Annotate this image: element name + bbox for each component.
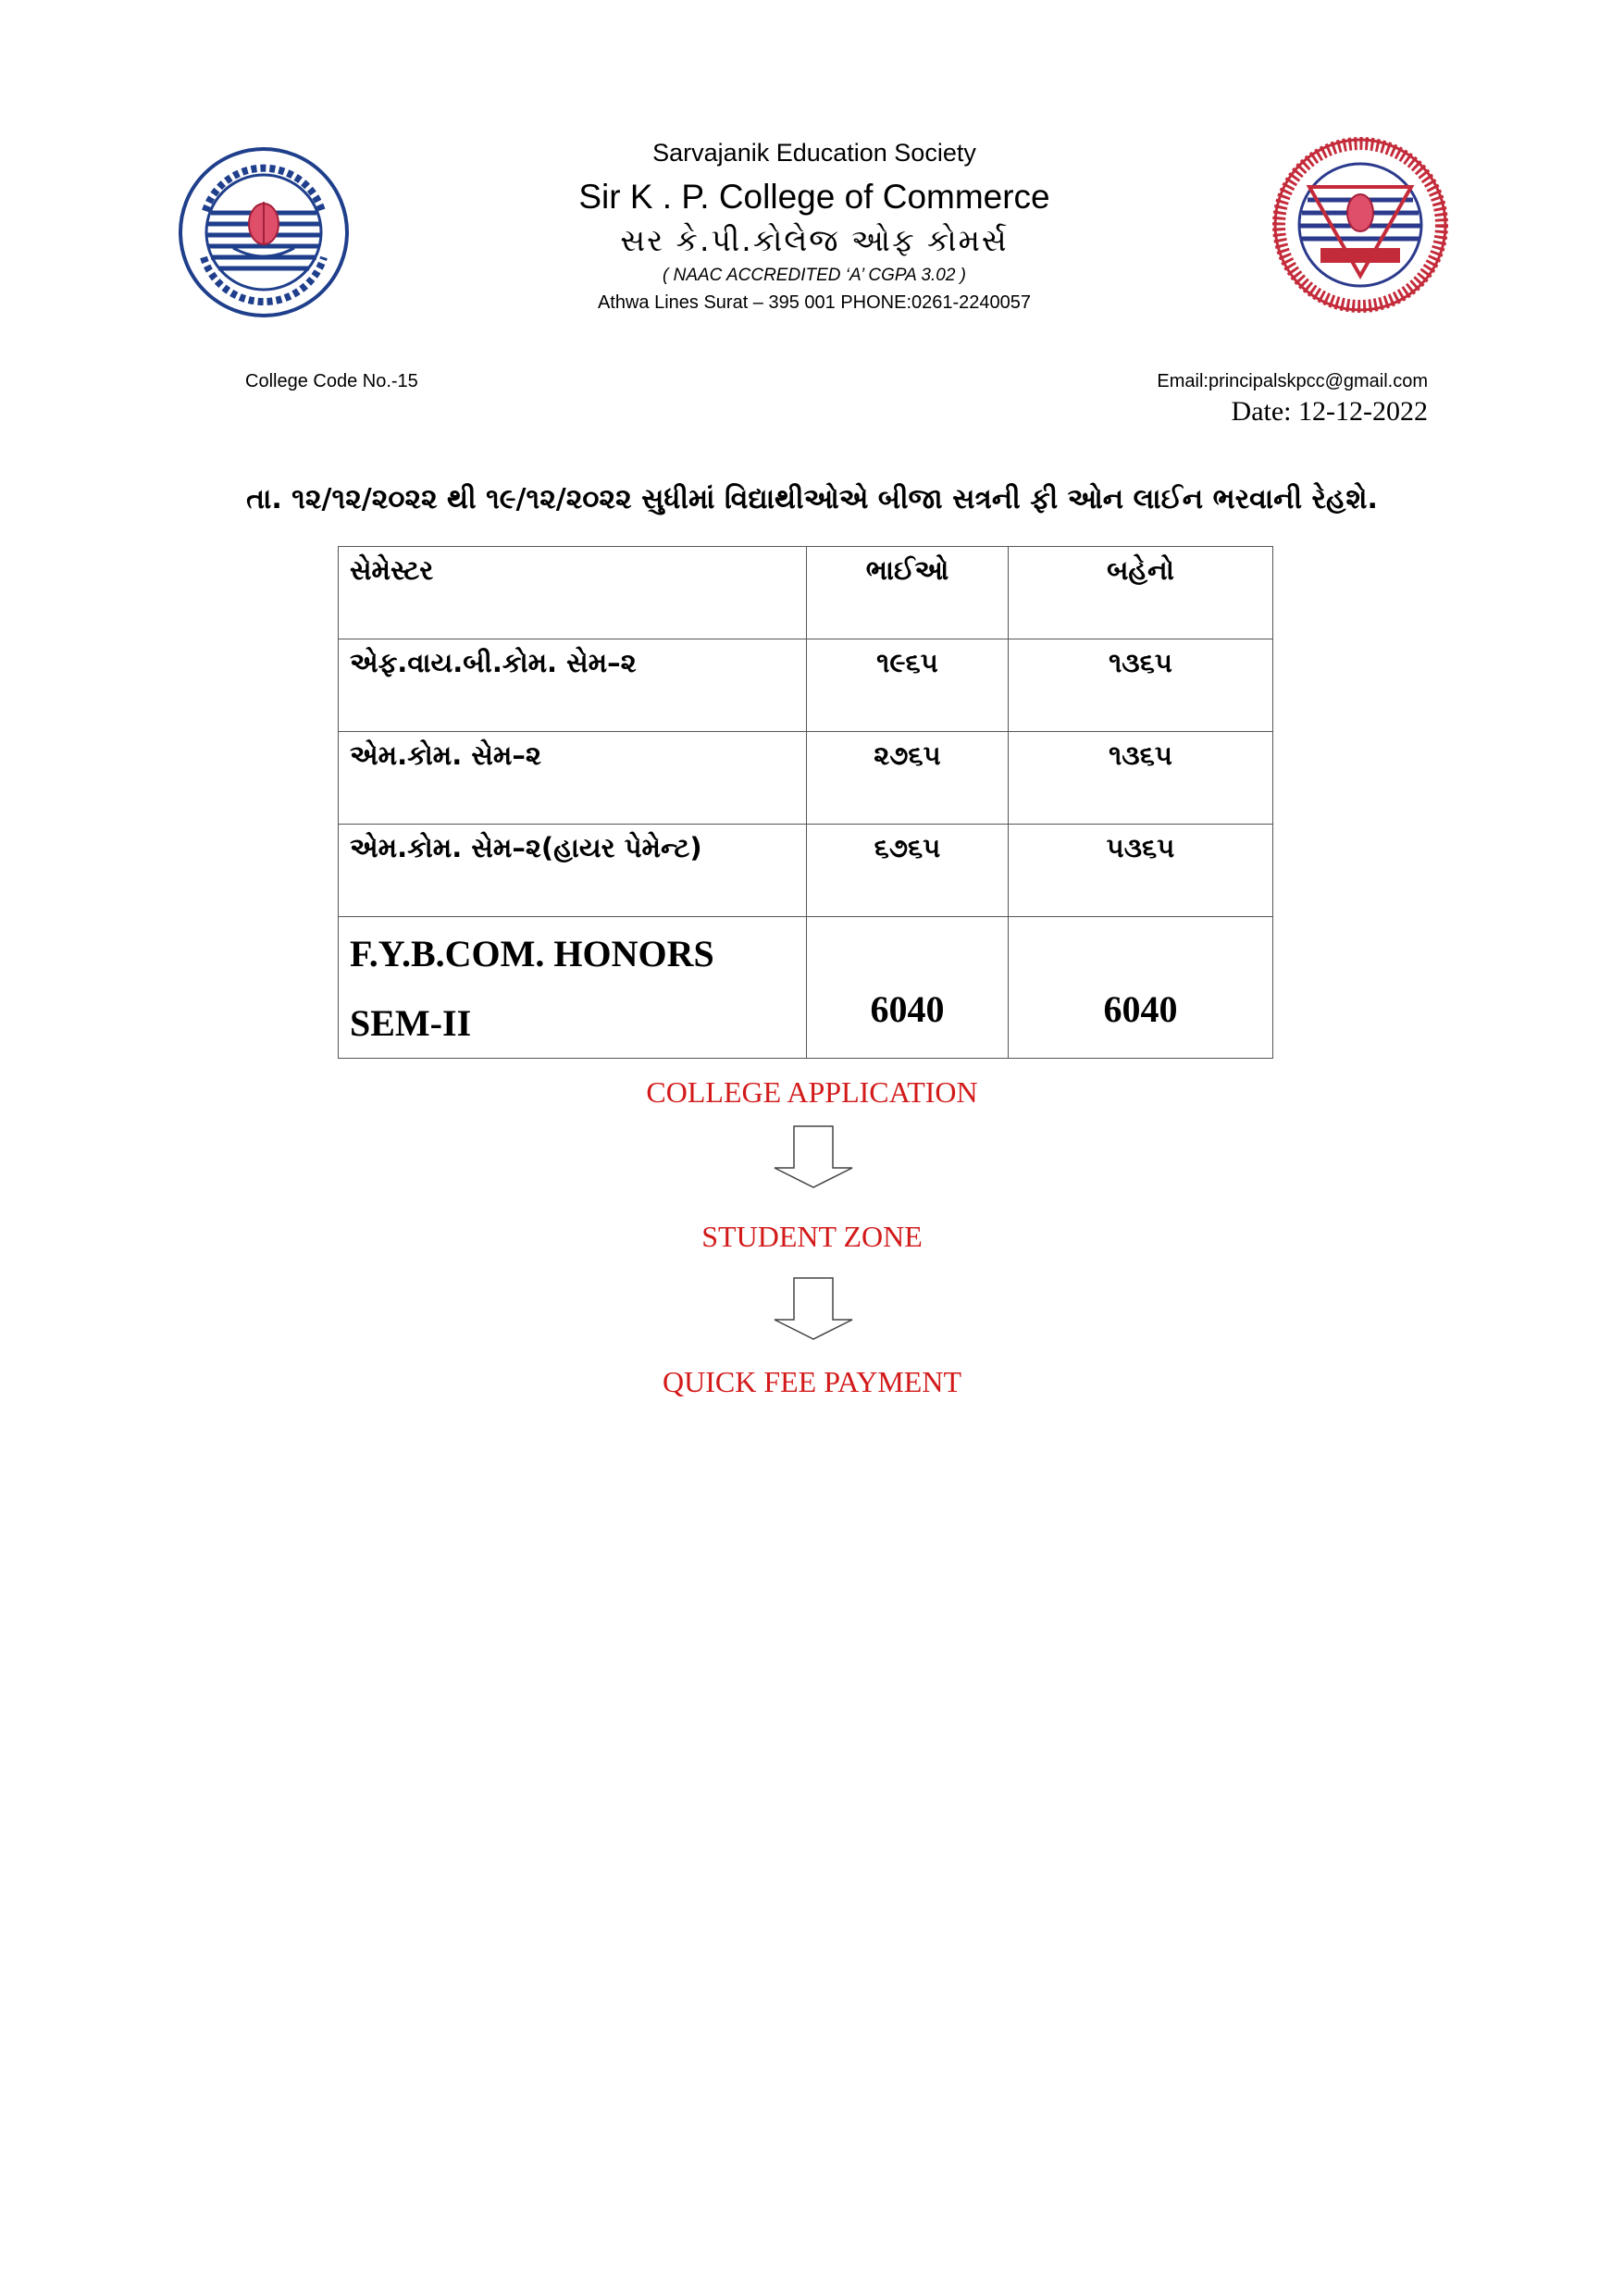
course-name: એમ.કોમ. સેમ–૨(હાયર પેમેન્ટ)	[350, 832, 702, 863]
college-seal-logo	[178, 146, 350, 318]
header-cell-semester	[339, 547, 807, 639]
flow-step-student-zone: STUDENT ZONE	[701, 1220, 923, 1253]
flow-step-college-application: COLLEGE APPLICATION	[646, 1075, 978, 1109]
course-name-line2: SEM-II	[350, 1002, 472, 1044]
college-code: College Code No.-15	[245, 371, 418, 391]
table-header-row	[339, 547, 1273, 639]
table-row	[339, 825, 1273, 917]
flow-step-quick-fee-payment: QUICK FEE PAYMENT	[662, 1365, 961, 1398]
header-semester: સેમેસ્ટર	[350, 554, 434, 586]
boys-fee: ૬૭૬૫	[874, 832, 941, 863]
header-girls: બહેનો	[1107, 554, 1174, 586]
boys-fee: ૧૯૬૫	[876, 647, 938, 678]
girls-fee: ૧૩૬૫	[1109, 647, 1172, 678]
table-row	[339, 917, 1273, 1059]
notice-date: Date: 12-12-2022	[1231, 396, 1428, 427]
row-cell-course	[339, 825, 807, 917]
row-cell-boys	[807, 732, 1009, 825]
girls-fee: ૧૩૬૫	[1109, 739, 1172, 771]
college-name-english: Sir K . P. College of Commerce	[578, 178, 1050, 216]
boys-fee: 6040	[870, 988, 945, 1030]
naac-accreditation: ( NAAC ACCREDITED ‘A’ CGPA 3.02 )	[663, 266, 966, 285]
down-arrow-icon	[774, 1125, 853, 1188]
row-cell-girls	[1009, 917, 1273, 1059]
row-cell-girls	[1009, 825, 1273, 917]
row-cell-boys	[807, 639, 1009, 732]
row-cell-course	[339, 917, 807, 1059]
naac-grade-a-seal	[1272, 137, 1448, 313]
college-address: Athwa Lines Surat – 395 001 PHONE:0261-2240057	[597, 292, 1032, 313]
row-cell-boys	[807, 825, 1009, 917]
society-name: Sarvajanik Education Society	[652, 139, 976, 167]
row-cell-course	[339, 639, 807, 732]
table-row	[339, 732, 1273, 825]
header-boys: ભાઈઓ	[865, 554, 949, 586]
girls-fee: 6040	[1103, 988, 1178, 1030]
course-name: એફ.વાય.બી.કોમ. સેમ–૨	[350, 647, 637, 678]
header-cell-girls	[1009, 547, 1273, 639]
table-row	[339, 639, 1273, 732]
college-name-gujarati: સર કે.પી.કોલેજ ઓફ કોમર્સ	[620, 222, 1009, 258]
girls-fee: ૫૩૬૫	[1106, 832, 1175, 863]
row-cell-girls	[1009, 639, 1273, 732]
course-name: એમ.કોમ. સેમ–૨	[350, 739, 541, 771]
boys-fee: ૨૭૬૫	[874, 739, 941, 771]
header-cell-boys	[807, 547, 1009, 639]
fee-notice-heading: તા. ૧૨/૧૨/૨૦૨૨ થી ૧૯/૧૨/૨૦૨૨ સુધીમાં વિદ્યાથીઓએ બીજા સત્રની ફી ઓન લાઈન ભરવાની રેહશે.	[246, 483, 1378, 515]
fee-table	[338, 546, 1273, 1059]
college-email: Email:principalskpcc@gmail.com	[1157, 371, 1428, 391]
row-cell-girls	[1009, 732, 1273, 825]
row-cell-course	[339, 732, 807, 825]
course-name-line1: F.Y.B.COM. HONORS	[350, 933, 714, 974]
down-arrow-icon	[774, 1277, 853, 1340]
row-cell-boys	[807, 917, 1009, 1059]
